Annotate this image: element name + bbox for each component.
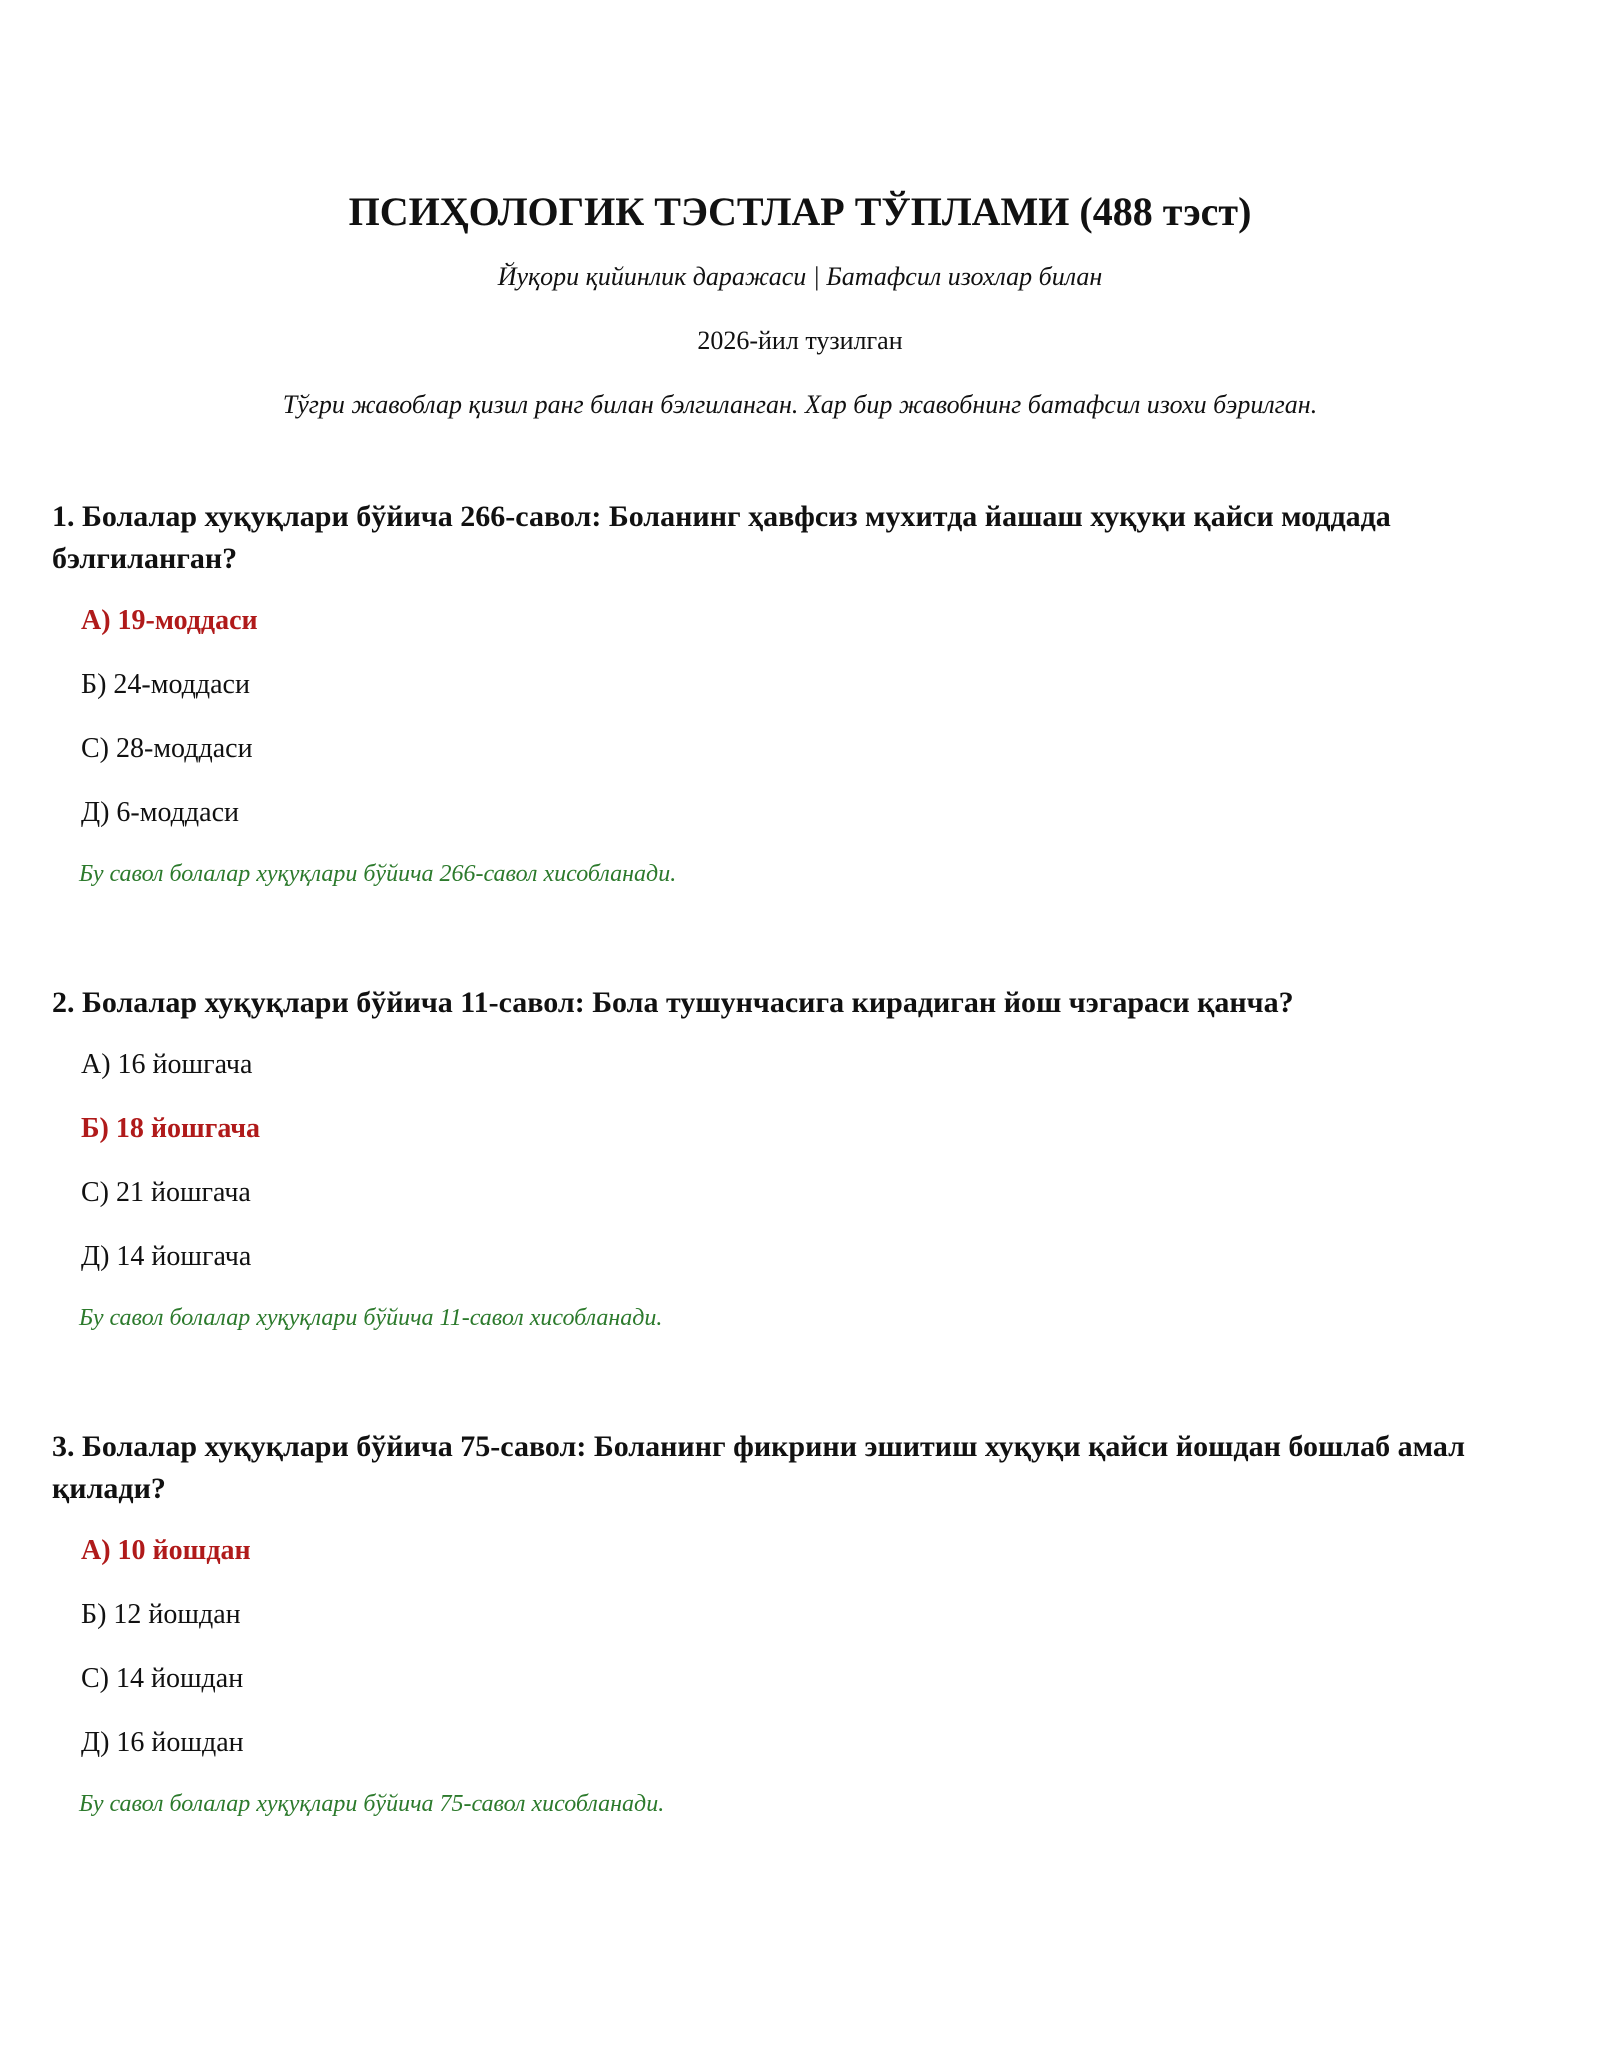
answer-options	[52, 1046, 1548, 1276]
document-year: 2026-йил тузилган	[697, 326, 903, 355]
answer-options	[52, 1532, 1548, 1762]
answer-option: Д) 14 йошгача	[81, 1241, 252, 1272]
answer-option: Д) 16 йошдан	[81, 1727, 244, 1758]
answer-explanation: Бу савол болалар хуқуқлари бўйича 75-савол хисобланади.	[79, 1791, 665, 1817]
answer-option: С) 28-моддаси	[81, 733, 253, 764]
correct-answer-option: А) 19-моддаси	[81, 605, 258, 636]
correct-answer-option: Б) 18 йошгача	[81, 1113, 260, 1144]
answer-option: Д) 6-моддаси	[81, 797, 239, 828]
answer-option: Б) 12 йошдан	[81, 1599, 241, 1630]
document-header	[52, 0, 1548, 422]
question-list	[52, 496, 1548, 1820]
question-text: 2. Болалар хуқуқлари бўйича 11-савол: Бола тушунчасига кирадиган йош чэгараси қанча?	[52, 986, 1294, 1019]
answer-option: Б) 24-моддаси	[81, 669, 250, 700]
document-subtitle: Йуқори қийинлик даражаси | Батафсил изохлар билан	[497, 262, 1103, 291]
answer-option: А) 16 йошгача	[81, 1049, 253, 1080]
question-text: 1. Болалар хуқуқлари бўйича 266-савол: Боланинг ҳавфсиз мухитда йашаш хуқуқи қайси моддада бэлгиланган?	[52, 500, 1391, 575]
answer-options	[52, 602, 1548, 832]
answer-explanation: Бу савол болалар хуқуқлари бўйича 11-савол хисобланади.	[79, 1305, 663, 1331]
question-text: 3. Болалар хуқуқлари бўйича 75-савол: Боланинг фикрини эшитиш хуқуқи қайси йошдан бошлаб амал қилади?	[52, 1430, 1465, 1505]
question-2	[52, 982, 1548, 1334]
question-1	[52, 496, 1548, 890]
answer-option: С) 21 йошгача	[81, 1177, 251, 1208]
answer-option: С) 14 йошдан	[81, 1663, 244, 1694]
document-title: ПСИҲОЛОГИК ТЭСТЛАР ТЎПЛАМИ (488 тэст)	[348, 189, 1252, 234]
correct-answer-option: А) 10 йошдан	[81, 1535, 251, 1566]
question-3	[52, 1426, 1548, 1820]
answer-explanation: Бу савол болалар хуқуқлари бўйича 266-савол хисобланади.	[79, 861, 677, 887]
document-note: Тўгри жавоблар қизил ранг билан бэлгиланган. Хар бир жавобнинг батафсил изохи бэрилган.	[282, 390, 1318, 419]
